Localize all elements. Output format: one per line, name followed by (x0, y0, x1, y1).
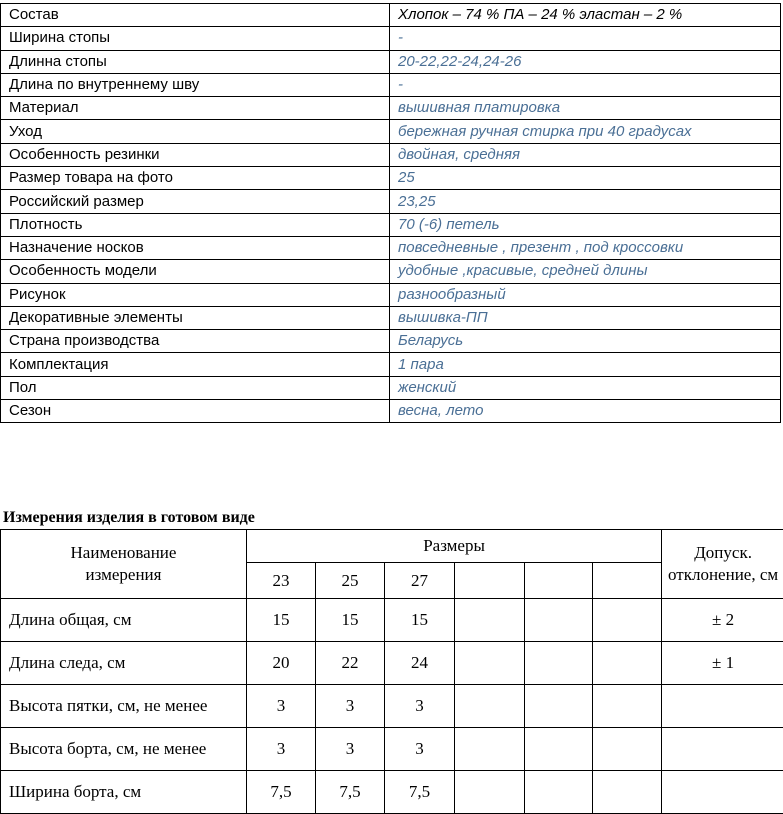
measurement-value: 7,5 (385, 771, 455, 814)
spec-label: Длина по внутреннему шву (1, 73, 390, 96)
measurement-name: Длина следа, см (1, 642, 247, 685)
measurement-value: 15 (385, 599, 455, 642)
header-tol-line1: Допуск. (662, 542, 783, 564)
measurement-value: 7,5 (316, 771, 385, 814)
spec-row (1, 167, 781, 190)
spec-row (1, 236, 781, 259)
spec-value: разнообразный (390, 283, 781, 306)
spec-value: 70 (-6) петель (390, 213, 781, 236)
spec-value: удобные ,красивые, средней длины (390, 260, 781, 283)
measurement-value: 15 (316, 599, 385, 642)
measurement-value (455, 685, 525, 728)
spec-row (1, 50, 781, 73)
spec-row (1, 27, 781, 50)
measurement-value: 7,5 (247, 771, 316, 814)
spec-value: весна, лето (390, 400, 781, 423)
spec-value: 23,25 (390, 190, 781, 213)
spec-row (1, 400, 781, 423)
measurement-tolerance (662, 685, 783, 728)
measurement-value (455, 599, 525, 642)
spec-row (1, 4, 781, 27)
measurement-value: 3 (247, 685, 316, 728)
product-spec-table (0, 3, 781, 423)
spec-label: Материал (1, 97, 390, 120)
spec-row (1, 143, 781, 166)
header-measurement-name (1, 530, 247, 599)
measurement-row (1, 642, 783, 685)
measurement-value (455, 642, 525, 685)
measurement-value (593, 685, 662, 728)
measurement-value (525, 728, 593, 771)
spec-label: Особенность модели (1, 260, 390, 283)
measurement-name: Длина общая, см (1, 599, 247, 642)
spec-row (1, 260, 781, 283)
spec-value: - (390, 27, 781, 50)
measurement-value: 15 (247, 599, 316, 642)
spec-label: Уход (1, 120, 390, 143)
measurement-value (525, 771, 593, 814)
spec-label: Рисунок (1, 283, 390, 306)
spec-label: Плотность (1, 213, 390, 236)
size-cell (593, 563, 662, 599)
spec-value: повседневные , презент , под кроссовки (390, 236, 781, 259)
measurement-row (1, 599, 783, 642)
measurement-value (525, 685, 593, 728)
measurement-tolerance: ± 2 (662, 599, 783, 642)
spec-label: Пол (1, 376, 390, 399)
spec-value: 20-22,22-24,24-26 (390, 50, 781, 73)
spec-label: Длинна стопы (1, 50, 390, 73)
measurement-value: 3 (316, 728, 385, 771)
size-cell: 23 (247, 563, 316, 599)
measurement-row (1, 771, 783, 814)
spec-value: вышивка-ПП (390, 306, 781, 329)
size-cell (525, 563, 593, 599)
spec-label: Ширина стопы (1, 27, 390, 50)
measurement-value: 20 (247, 642, 316, 685)
spec-value: бережная ручная стирка при 40 градусах (390, 120, 781, 143)
measurements-title: Измерения изделия в готовом виде (3, 509, 255, 527)
size-cell: 27 (385, 563, 455, 599)
header-sizes: Размеры (247, 530, 662, 563)
measurement-value: 3 (385, 728, 455, 771)
spec-row (1, 190, 781, 213)
spec-row (1, 306, 781, 329)
spec-label: Комплектация (1, 353, 390, 376)
measurement-row (1, 728, 783, 771)
measurement-value (455, 728, 525, 771)
spec-value: вышивная платировка (390, 97, 781, 120)
spec-row (1, 376, 781, 399)
spec-label: Состав (1, 4, 390, 27)
size-cell: 25 (316, 563, 385, 599)
measurement-value: 3 (316, 685, 385, 728)
spec-row (1, 73, 781, 96)
measurement-tolerance: ± 1 (662, 642, 783, 685)
spec-value: Хлопок – 74 % ПА – 24 % эластан – 2 % (390, 4, 781, 27)
spec-value: Беларусь (390, 330, 781, 353)
spec-label: Страна производства (1, 330, 390, 353)
spec-label: Декоративные элементы (1, 306, 390, 329)
spec-label: Российский размер (1, 190, 390, 213)
spec-row (1, 283, 781, 306)
header-name-line2: измерения (1, 564, 246, 586)
measurement-value: 3 (385, 685, 455, 728)
header-name-line1: Наименование (1, 542, 246, 564)
spec-value: 25 (390, 167, 781, 190)
spec-row (1, 353, 781, 376)
spec-value: - (390, 73, 781, 96)
measurement-value (455, 771, 525, 814)
spec-label: Размер товара на фото (1, 167, 390, 190)
spec-value: женский (390, 376, 781, 399)
spec-label: Сезон (1, 400, 390, 423)
spec-value: 1 пара (390, 353, 781, 376)
measurement-value: 22 (316, 642, 385, 685)
header-tolerance (662, 530, 783, 599)
measurement-name: Высота борта, см, не менее (1, 728, 247, 771)
spec-row (1, 330, 781, 353)
measurement-value (593, 599, 662, 642)
spec-row (1, 97, 781, 120)
spec-row (1, 120, 781, 143)
measurement-tolerance (662, 728, 783, 771)
header-tol-line2: отклонение, см (662, 564, 783, 586)
measurement-value (593, 771, 662, 814)
size-cell (455, 563, 525, 599)
measurement-tolerance (662, 771, 783, 814)
spec-row (1, 213, 781, 236)
header-row (1, 530, 783, 563)
measurement-value (593, 642, 662, 685)
measurements-table (0, 529, 783, 814)
measurement-value (593, 728, 662, 771)
spec-value: двойная, средняя (390, 143, 781, 166)
measurement-value: 24 (385, 642, 455, 685)
spec-label: Особенность резинки (1, 143, 390, 166)
measurement-name: Ширина борта, см (1, 771, 247, 814)
measurement-value (525, 599, 593, 642)
measurement-value: 3 (247, 728, 316, 771)
measurement-value (525, 642, 593, 685)
measurement-name: Высота пятки, см, не менее (1, 685, 247, 728)
spec-label: Назначение носков (1, 236, 390, 259)
measurement-row (1, 685, 783, 728)
